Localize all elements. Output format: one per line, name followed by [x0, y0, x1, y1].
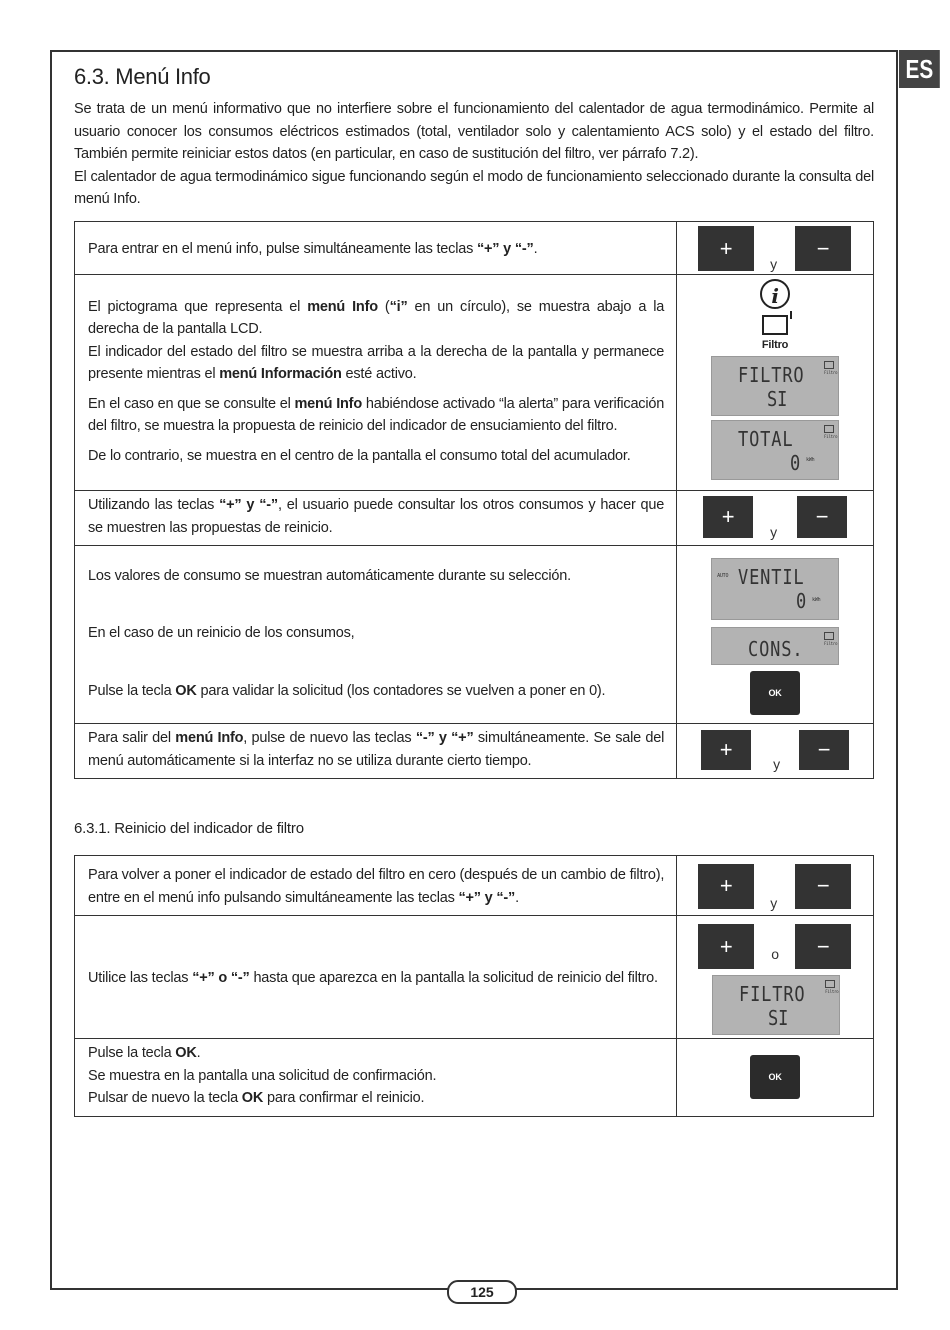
- step-text: Utilice las teclas “+” o “-” hasta que aparezca en la pantalla la solicitud de reinicio del filtro.: [75, 916, 677, 1039]
- lcd-display-filtro: FILTRO SI Filtro: [711, 356, 839, 416]
- page-number: 125: [447, 1280, 517, 1304]
- subsection-title: 6.3.1. Reinicio del indicador de filtro: [74, 820, 304, 837]
- step-consumption-values: [75, 546, 874, 724]
- step-confirm-reset: [75, 1039, 874, 1117]
- and-label: y: [770, 894, 778, 911]
- step-enter-info: [75, 856, 874, 916]
- filter-icon-label: Filtro: [761, 339, 789, 351]
- step-text: Para volver a poner el indicador de estado del filtro en cero (después de un cambio de filtro), entre en el menú info pulsando simultáneamente las teclas “+” y “-”.: [75, 856, 677, 916]
- plus-key[interactable]: +: [698, 226, 754, 271]
- plus-key[interactable]: +: [703, 496, 753, 538]
- step-text: Para entrar en el menú info, pulse simultáneamente las teclas “+” y “-”.: [75, 222, 677, 275]
- filter-icon: [762, 315, 788, 335]
- minus-key[interactable]: −: [795, 226, 851, 271]
- filter-reset-steps-table: [74, 855, 874, 1117]
- intro-text: [74, 98, 874, 211]
- step-enter-info: [75, 222, 874, 275]
- step-select-filter-reset: [75, 916, 874, 1039]
- filter-status-icon: Filtro: [824, 361, 834, 375]
- plus-key[interactable]: +: [701, 730, 751, 770]
- minus-key[interactable]: −: [795, 864, 851, 909]
- ok-key[interactable]: OK: [750, 671, 800, 715]
- ok-key[interactable]: OK: [750, 1055, 800, 1099]
- minus-key[interactable]: −: [795, 924, 851, 969]
- step-text: Pulse la tecla OK. Se muestra en la pantalla una solicitud de confirmación. Pulsar de nuevo la tecla OK para confirmar el reinicio.: [75, 1039, 677, 1117]
- plus-key[interactable]: +: [698, 864, 754, 909]
- minus-key[interactable]: −: [797, 496, 847, 538]
- lcd-display-cons: CONS. Filtro: [711, 627, 839, 665]
- filter-status-icon: Filtro: [824, 425, 834, 439]
- and-label: y: [770, 524, 777, 540]
- step-info-pictogram: [75, 275, 874, 491]
- step-text: El pictograma que representa el menú Info (“i” en un círculo), se muestra abajo a la derecha de la pantalla LCD. El indicador del estado del filtro se muestra arriba a la derecha de la pantalla y permanece presente mientras el menú Información esté activo. En el caso en que se consulte el menú Info habiéndose activado “la alerta” para verificación del filtro, se muestra la propuesta de reinicio del indicador de ensuciamiento del filtro. De lo contrario, se muestra en el centro de la pantalla el consumo total del acumulador.: [75, 275, 677, 491]
- intro-paragraph-1: Se trata de un menú informativo que no interfiere sobre el funcionamiento del calentador de agua termodinámico. Permite al usuario conocer los consumos eléctricos estimados (total, ventilador solo y calentamiento ACS solo) y el estado del filtro. También permite reiniciar estos datos (en particular, en caso de sustitución del filtro, ver párrafo 7.2).: [74, 101, 874, 162]
- or-label: o: [771, 946, 779, 962]
- minus-key[interactable]: −: [799, 730, 849, 770]
- info-menu-steps-table: [74, 221, 874, 779]
- lcd-display-filtro: FILTRO SI Filtro: [712, 975, 840, 1035]
- step-browse-consumption: [75, 491, 874, 546]
- lcd-display-ventil: AUTO VENTIL 0 kWh: [711, 558, 839, 620]
- step-text: Los valores de consumo se muestran automáticamente durante su selección. En el caso de un reinicio de los consumos, Pulse la tecla OK para validar la solicitud (los contadores se vuelven a poner en 0).: [75, 546, 677, 724]
- lcd-display-total: TOTAL 0 kWh Filtro: [711, 420, 839, 480]
- step-text: Para salir del menú Info, pulse de nuevo las teclas “-” y “+” simultáneamente. Se sale del menú automáticamente si la interfaz no se utiliza durante cierto tiempo.: [75, 724, 677, 779]
- info-icon: i: [760, 279, 790, 309]
- section-title: 6.3. Menú Info: [74, 64, 211, 89]
- plus-key[interactable]: +: [698, 924, 754, 969]
- and-label: y: [770, 256, 777, 272]
- intro-paragraph-2: El calentador de agua termodinámico sigue funcionando según el modo de funcionamiento seleccionado durante la consulta del menú Info.: [74, 168, 874, 207]
- language-tab: ES: [899, 50, 940, 88]
- filter-status-icon: Filtro: [825, 980, 835, 994]
- step-exit-info: [75, 724, 874, 779]
- step-text: Utilizando las teclas “+” y “-”, el usuario puede consultar los otros consumos y hacer que se muestren las propuestas de reinicio.: [75, 491, 677, 546]
- filter-status-icon: Filtro: [824, 632, 834, 646]
- and-label: y: [773, 756, 780, 772]
